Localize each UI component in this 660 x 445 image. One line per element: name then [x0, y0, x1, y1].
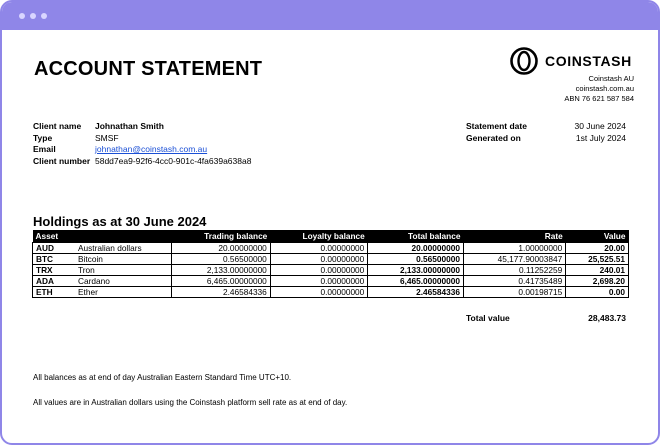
statement-meta — [466, 121, 626, 144]
client-name: Johnathan Smith — [95, 121, 164, 131]
table-row — [33, 265, 629, 276]
asset-name: Cardano — [75, 276, 172, 287]
generated-on-label: Generated on — [466, 132, 521, 143]
company-website: coinstash.com.au — [575, 84, 634, 93]
window-titlebar — [2, 2, 658, 30]
coinstash-logo — [510, 47, 640, 75]
company-details — [564, 74, 634, 104]
asset-code: TRX — [33, 265, 76, 276]
loyalty-balance: 0.00000000 — [270, 276, 368, 287]
loyalty-balance: 0.00000000 — [270, 265, 368, 276]
rate: 0.00198715 — [463, 287, 565, 298]
window-dot-icon — [19, 13, 25, 19]
holdings-title: Holdings as at 30 June 2024 — [33, 214, 207, 229]
asset-name: Australian dollars — [75, 243, 172, 254]
footnotes — [33, 373, 347, 423]
column-header: Value — [566, 230, 629, 243]
window-dot-icon — [41, 13, 47, 19]
value: 25,525.51 — [566, 254, 629, 265]
column-header: Trading balance — [172, 230, 271, 243]
coinstash-logo-icon — [510, 47, 538, 75]
company-abn: ABN 76 621 587 584 — [564, 94, 634, 103]
trading-balance: 0.56500000 — [172, 254, 271, 265]
holdings-table — [32, 230, 629, 298]
asset-name: Ether — [75, 287, 172, 298]
asset-code: BTC — [33, 254, 76, 265]
trading-balance: 20.00000000 — [172, 243, 271, 254]
table-row — [33, 254, 629, 265]
asset-name: Bitcoin — [75, 254, 172, 265]
column-header: Asset — [33, 230, 172, 243]
asset-code: ADA — [33, 276, 76, 287]
generated-on: 1st July 2024 — [575, 132, 626, 143]
table-row — [33, 287, 629, 298]
asset-name: Tron — [75, 265, 172, 276]
table-row — [33, 243, 629, 254]
trading-balance: 2.46584336 — [172, 287, 271, 298]
statement-document — [2, 30, 658, 443]
statement-date: 30 June 2024 — [574, 121, 626, 131]
holdings-header-row — [33, 230, 629, 243]
table-row — [33, 276, 629, 287]
client-type: SMSF — [95, 132, 119, 143]
rate: 0.41735489 — [463, 276, 565, 287]
client-number: 58dd7ea9-92f6-4cc0-901c-4fa639a638a8 — [95, 155, 252, 166]
value: 2,698.20 — [566, 276, 629, 287]
page-title: ACCOUNT STATEMENT — [34, 58, 263, 80]
value: 240.01 — [566, 265, 629, 276]
statement-date-label: Statement date — [466, 121, 527, 131]
total-balance: 20.00000000 — [368, 243, 464, 254]
rate: 0.11252259 — [463, 265, 565, 276]
loyalty-balance: 0.00000000 — [270, 254, 368, 265]
column-header: Total balance — [368, 230, 464, 243]
total-balance: 0.56500000 — [368, 254, 464, 265]
type-label: Type — [33, 132, 53, 143]
footnote: All values are in Australian dollars using the Coinstash platform sell rate as at end of day. — [33, 398, 348, 407]
client-name-label: Client name — [33, 121, 82, 131]
column-header: Rate — [463, 230, 565, 243]
total-balance: 2,133.00000000 — [368, 265, 464, 276]
total-value: 28,483.73 — [588, 313, 626, 323]
footnote: All balances as at end of day Australian Eastern Standard Time UTC+10. — [33, 373, 292, 382]
email-label: Email — [33, 144, 56, 154]
client-details — [33, 121, 251, 167]
trading-balance: 2,133.00000000 — [172, 265, 271, 276]
rate: 1.00000000 — [463, 243, 565, 254]
trading-balance: 6,465.00000000 — [172, 276, 271, 287]
email-link[interactable]: johnathan@coinstash.com.au — [95, 144, 208, 154]
logo-text: COINSTASH — [545, 53, 632, 69]
asset-code: AUD — [33, 243, 76, 254]
rate: 45,177.90003847 — [463, 254, 565, 265]
loyalty-balance: 0.00000000 — [270, 287, 368, 298]
client-number-label: Client number — [33, 155, 91, 166]
value: 20.00 — [566, 243, 629, 254]
window-dot-icon — [30, 13, 36, 19]
total-balance: 6,465.00000000 — [368, 276, 464, 287]
total-value-summary — [466, 313, 626, 323]
total-balance: 2.46584336 — [368, 287, 464, 298]
asset-code: ETH — [33, 287, 76, 298]
total-value-label: Total value — [466, 313, 510, 323]
value: 0.00 — [566, 287, 629, 298]
company-name: Coinstash AU — [588, 74, 634, 83]
loyalty-balance: 0.00000000 — [270, 243, 368, 254]
column-header: Loyalty balance — [270, 230, 368, 243]
